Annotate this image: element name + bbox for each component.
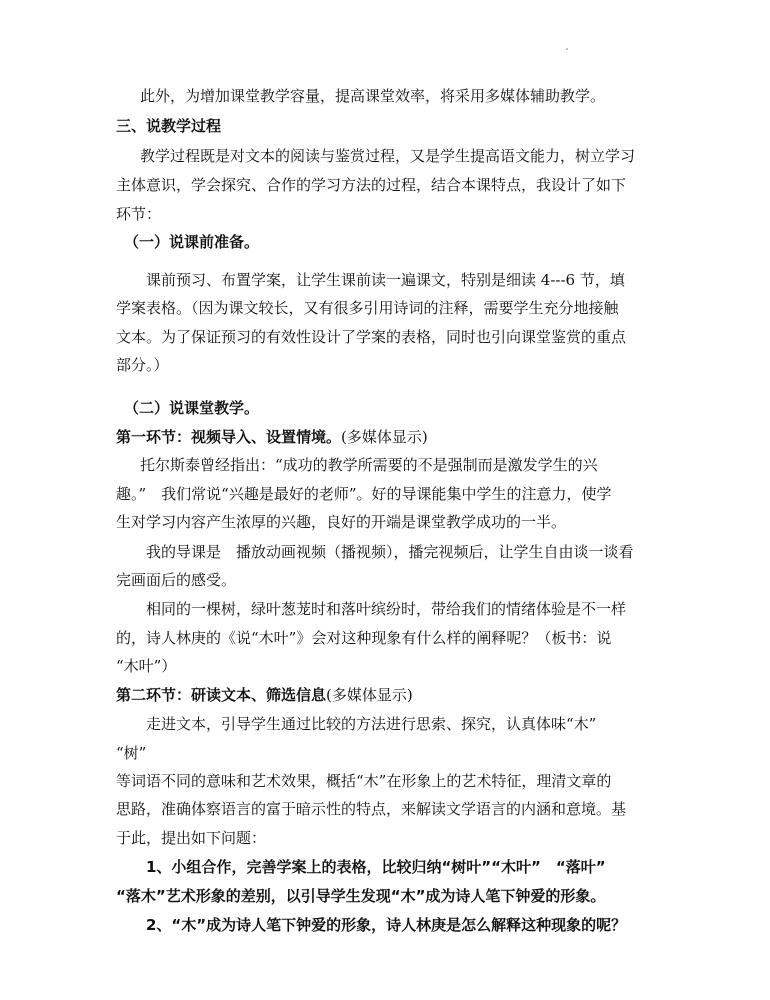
paragraph-line: 此外，为增加课堂教学容量，提高课堂效率，将采用多媒体辅助教学。 [140,87,606,105]
paragraph-line: “树” [116,744,147,762]
paragraph-line: 思路，准确体察语言的富于暗示性的特点，来解读文学语言的内涵和意境。基 [116,800,627,818]
paragraph-line: “木叶”） [116,657,177,675]
paragraph-line: 托尔斯泰曾经指出：“成功的教学所需要的不是强制而是激发学生的兴 [140,456,598,474]
paragraph-line: 走进文本，引导学生通过比较的方法进行思索、探究，认真体味“木” [146,715,597,733]
paragraph-line: 环节： [116,205,162,223]
step-heading-line [116,685,413,705]
paragraph-line: 学案表格。（因为课文较长，又有很多引用诗词的注释，需要学生充分地接触 [116,299,619,317]
paragraph-line: 我的导课是 播放动画视频（播视频），播完视频后，让学生自由谈一谈看 [146,543,634,561]
step-note: (多媒体显示) [326,686,413,704]
paragraph-line: 等词语不同的意味和艺术效果，概括“木”在形象上的艺术特征，理清文章的 [116,772,612,790]
question-line: “落木”艺术形象的差别，以引导学生发现“木”成为诗人笔下钟爱的形象。 [116,887,606,905]
question-line: 1、小组合作，完善学案上的表格，比较归纳“树叶”“木叶” “落叶” [146,858,606,876]
paragraph-line: 文本。为了保证预习的有效性设计了学案的表格，同时也引向课堂鉴赏的重点 [116,328,627,346]
paragraph-line: 部分。） [116,356,169,374]
step-note: (多媒体显示) [341,428,428,446]
paragraph-line: 的，诗人林庚的《说“木叶”》会对这种现象有什么样的阐释呢？（板书：说 [116,629,612,647]
section-heading: 三、说教学过程 [116,117,222,135]
paragraph-line: 于此，提出如下问题： [116,829,267,847]
question-line: 2、“木”成为诗人笔下钟爱的形象，诗人林庚是怎么解释这种现象的呢？ [146,916,627,934]
step-heading: 第二环节：研读文本、筛选信息 [116,686,327,704]
step-heading-line [116,427,428,447]
page-mark [566,48,568,50]
subsection-heading: （一）说课前准备。 [124,233,260,251]
paragraph-line: 生对学习内容产生浓厚的兴趣，良好的开端是课堂教学成功的一半。 [116,513,567,531]
subsection-heading: （二）说课堂教学。 [124,399,260,417]
paragraph-line: 主体意识，学会探究、合作的学习方法的过程，结合本课特点，我设计了如下 [116,176,627,194]
paragraph-line: 趣。” 我们常说“兴趣是最好的老师”。好的导课能集中学生的注意力，使学 [116,485,612,503]
paragraph-line: 相同的一棵树，绿叶葱茏时和落叶缤纷时，带给我们的情绪体验是不一样 [146,600,627,618]
paragraph-line: 教学过程既是对文本的阅读与鉴赏过程，又是学生提高语文能力，树立学习 [140,147,636,165]
paragraph-line: 课前预习、布置学案，让学生课前读一遍课文，特别是细读 4---6 节，填 [146,271,625,289]
step-heading: 第一环节：视频导入、设置情境。 [116,428,342,446]
paragraph-line: 完画面后的感受。 [116,571,237,589]
